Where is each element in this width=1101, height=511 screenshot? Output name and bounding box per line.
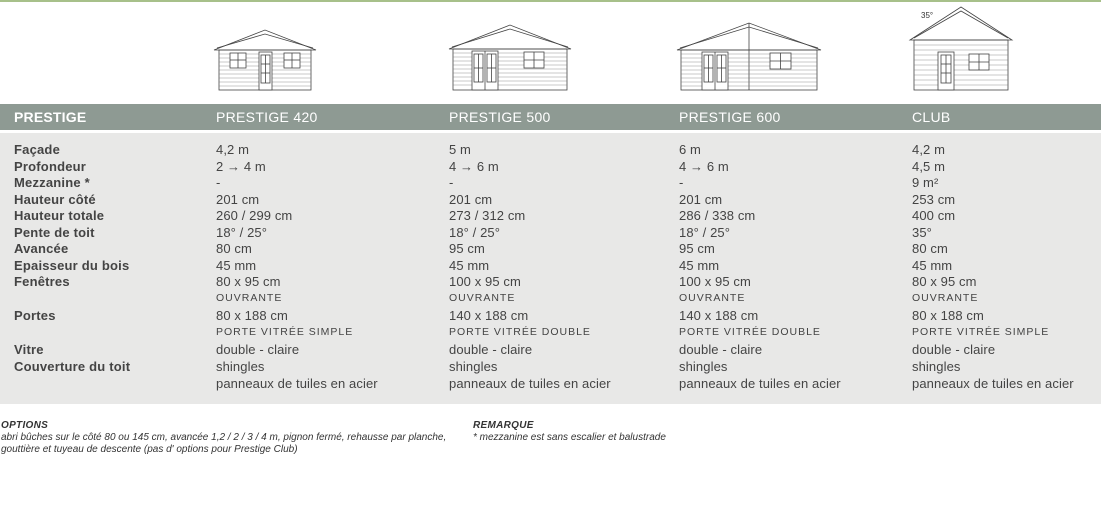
spec-value: 80 x 95 cm — [216, 274, 281, 289]
spec-value: 95 cm — [449, 241, 485, 256]
spec-value: 2 → 4 m — [216, 158, 266, 174]
spec-value: 100 x 95 cm — [449, 274, 521, 289]
spec-label: Epaisseur du bois — [14, 257, 130, 273]
spec-value: 5 m — [449, 142, 471, 157]
spec-row-portes-type — [0, 324, 1101, 341]
spec-value: OUVRANTE — [679, 292, 746, 304]
spec-label: Fenêtres — [14, 274, 70, 289]
spec-label: Hauteur côté — [14, 191, 96, 207]
spec-value: OUVRANTE — [449, 292, 516, 304]
spec-row-hauteur-cote — [0, 191, 1101, 208]
prestige-500-drawing — [448, 4, 572, 96]
spec-value: PORTE VITRÉE SIMPLE — [912, 326, 1050, 338]
spec-value: 140 x 188 cm — [449, 308, 529, 323]
spec-value: 4 → 6 m — [679, 158, 729, 174]
spec-value: 253 cm — [912, 191, 956, 207]
spec-value: 45 mm — [216, 257, 257, 273]
spec-value: 80 cm — [912, 241, 948, 256]
spec-label: Pente de toit — [14, 224, 95, 240]
spec-row-epaisseur-du-bois — [0, 257, 1101, 274]
spec-value: 18° / 25° — [449, 224, 501, 240]
header-model-prestige-420: PRESTIGE 420 — [216, 109, 318, 125]
spec-row-portes — [0, 307, 1101, 324]
remarque-text: * mezzanine est sans escalier et balustrade — [473, 432, 666, 443]
spec-value: OUVRANTE — [912, 292, 979, 304]
spec-value: OUVRANTE — [216, 292, 283, 304]
spec-value: panneaux de tuiles en acier — [216, 376, 378, 391]
table-header — [0, 104, 1101, 130]
header-brand: PRESTIGE — [14, 109, 87, 125]
spec-value: 201 cm — [449, 191, 493, 207]
spec-value: 286 / 338 cm — [679, 208, 756, 223]
spec-value: 100 x 95 cm — [679, 274, 751, 289]
top-accent-line — [0, 0, 1101, 2]
roof-angle-label: 35° — [921, 11, 934, 20]
spec-value: 45 mm — [449, 257, 490, 273]
spec-value: 80 x 188 cm — [912, 308, 984, 323]
spec-row-avancee — [0, 240, 1101, 257]
spec-value: panneaux de tuiles en acier — [912, 376, 1074, 391]
spec-value: - — [216, 175, 221, 190]
spec-value: 4,2 m — [216, 142, 250, 157]
spec-value: shingles — [449, 359, 498, 374]
spec-value: double - claire — [912, 342, 996, 357]
spec-row-profondeur — [0, 158, 1101, 175]
remarque-title: REMARQUE — [473, 420, 534, 431]
remarque-note — [473, 420, 773, 444]
spec-value: 400 cm — [912, 208, 956, 223]
spec-row-fenetres-type — [0, 290, 1101, 307]
spec-label: Avancée — [14, 241, 69, 256]
spec-row-couverture-alt — [0, 375, 1101, 392]
spec-value: 35° — [912, 224, 932, 240]
spec-value: double - claire — [449, 342, 533, 357]
spec-row-hauteur-totale — [0, 207, 1101, 224]
spec-label: Profondeur — [14, 158, 87, 174]
spec-value: 201 cm — [679, 191, 723, 207]
spec-value: 80 x 95 cm — [912, 274, 977, 289]
spec-value: - — [449, 175, 454, 190]
spec-row-mezzanine — [0, 174, 1101, 191]
spec-label: Portes — [14, 308, 56, 323]
spec-value: shingles — [216, 359, 265, 374]
spec-value: 273 / 312 cm — [449, 208, 526, 223]
spec-value: 80 cm — [216, 241, 252, 256]
spec-value: panneaux de tuiles en acier — [679, 376, 841, 391]
spec-value: PORTE VITRÉE DOUBLE — [679, 326, 821, 338]
spec-label: Vitre — [14, 342, 44, 357]
options-note — [1, 420, 469, 456]
spec-value: 9 m² — [912, 175, 939, 190]
spec-value: PORTE VITRÉE DOUBLE — [449, 326, 591, 338]
spec-label: Façade — [14, 142, 61, 157]
header-model-club: CLUB — [912, 109, 951, 125]
spec-value: 18° / 25° — [679, 224, 731, 240]
spec-row-couverture-du-toit — [0, 358, 1101, 375]
spec-value: 4,2 m — [912, 142, 946, 157]
spec-value: 80 x 188 cm — [216, 308, 288, 323]
spec-value: PORTE VITRÉE SIMPLE — [216, 326, 354, 338]
spec-label: Mezzanine * — [14, 175, 90, 190]
spec-value: shingles — [912, 359, 961, 374]
spec-value: 6 m — [679, 142, 701, 157]
spec-row-facade — [0, 141, 1101, 158]
spec-value: shingles — [679, 359, 728, 374]
spec-value: 260 / 299 cm — [216, 208, 293, 223]
prestige-420-drawing — [212, 4, 318, 96]
spec-value: panneaux de tuiles en acier — [449, 376, 611, 391]
options-title: OPTIONS — [1, 420, 49, 431]
spec-value: 4 → 6 m — [449, 158, 499, 174]
spec-row-vitre — [0, 341, 1101, 358]
spec-value: - — [679, 175, 684, 190]
header-model-prestige-500: PRESTIGE 500 — [449, 109, 551, 125]
spec-value: 18° / 25° — [216, 224, 268, 240]
spec-value: 140 x 188 cm — [679, 308, 759, 323]
spec-table — [0, 133, 1101, 404]
spec-row-fenetres — [0, 273, 1101, 290]
spec-value: double - claire — [216, 342, 300, 357]
club-drawing — [906, 4, 1016, 96]
spec-label: Hauteur totale — [14, 208, 105, 223]
spec-value: 45 mm — [912, 257, 953, 273]
spec-value: 201 cm — [216, 191, 260, 207]
spec-value: 45 mm — [679, 257, 720, 273]
spec-value: 4,5 m — [912, 158, 946, 174]
spec-value: double - claire — [679, 342, 763, 357]
spec-value: 95 cm — [679, 241, 715, 256]
prestige-600-drawing — [676, 4, 822, 96]
options-text: abri bûches sur le côté 80 ou 145 cm, avancée 1,2 / 2 / 3 / 4 m, pignon fermé, rehausse par planche, gouttière et tuyeau de descente (pas d' options pour Prestige Club) — [1, 432, 447, 455]
header-model-prestige-600: PRESTIGE 600 — [679, 109, 781, 125]
spec-label: Couverture du toit — [14, 359, 131, 374]
spec-row-pente-de-toit — [0, 224, 1101, 241]
